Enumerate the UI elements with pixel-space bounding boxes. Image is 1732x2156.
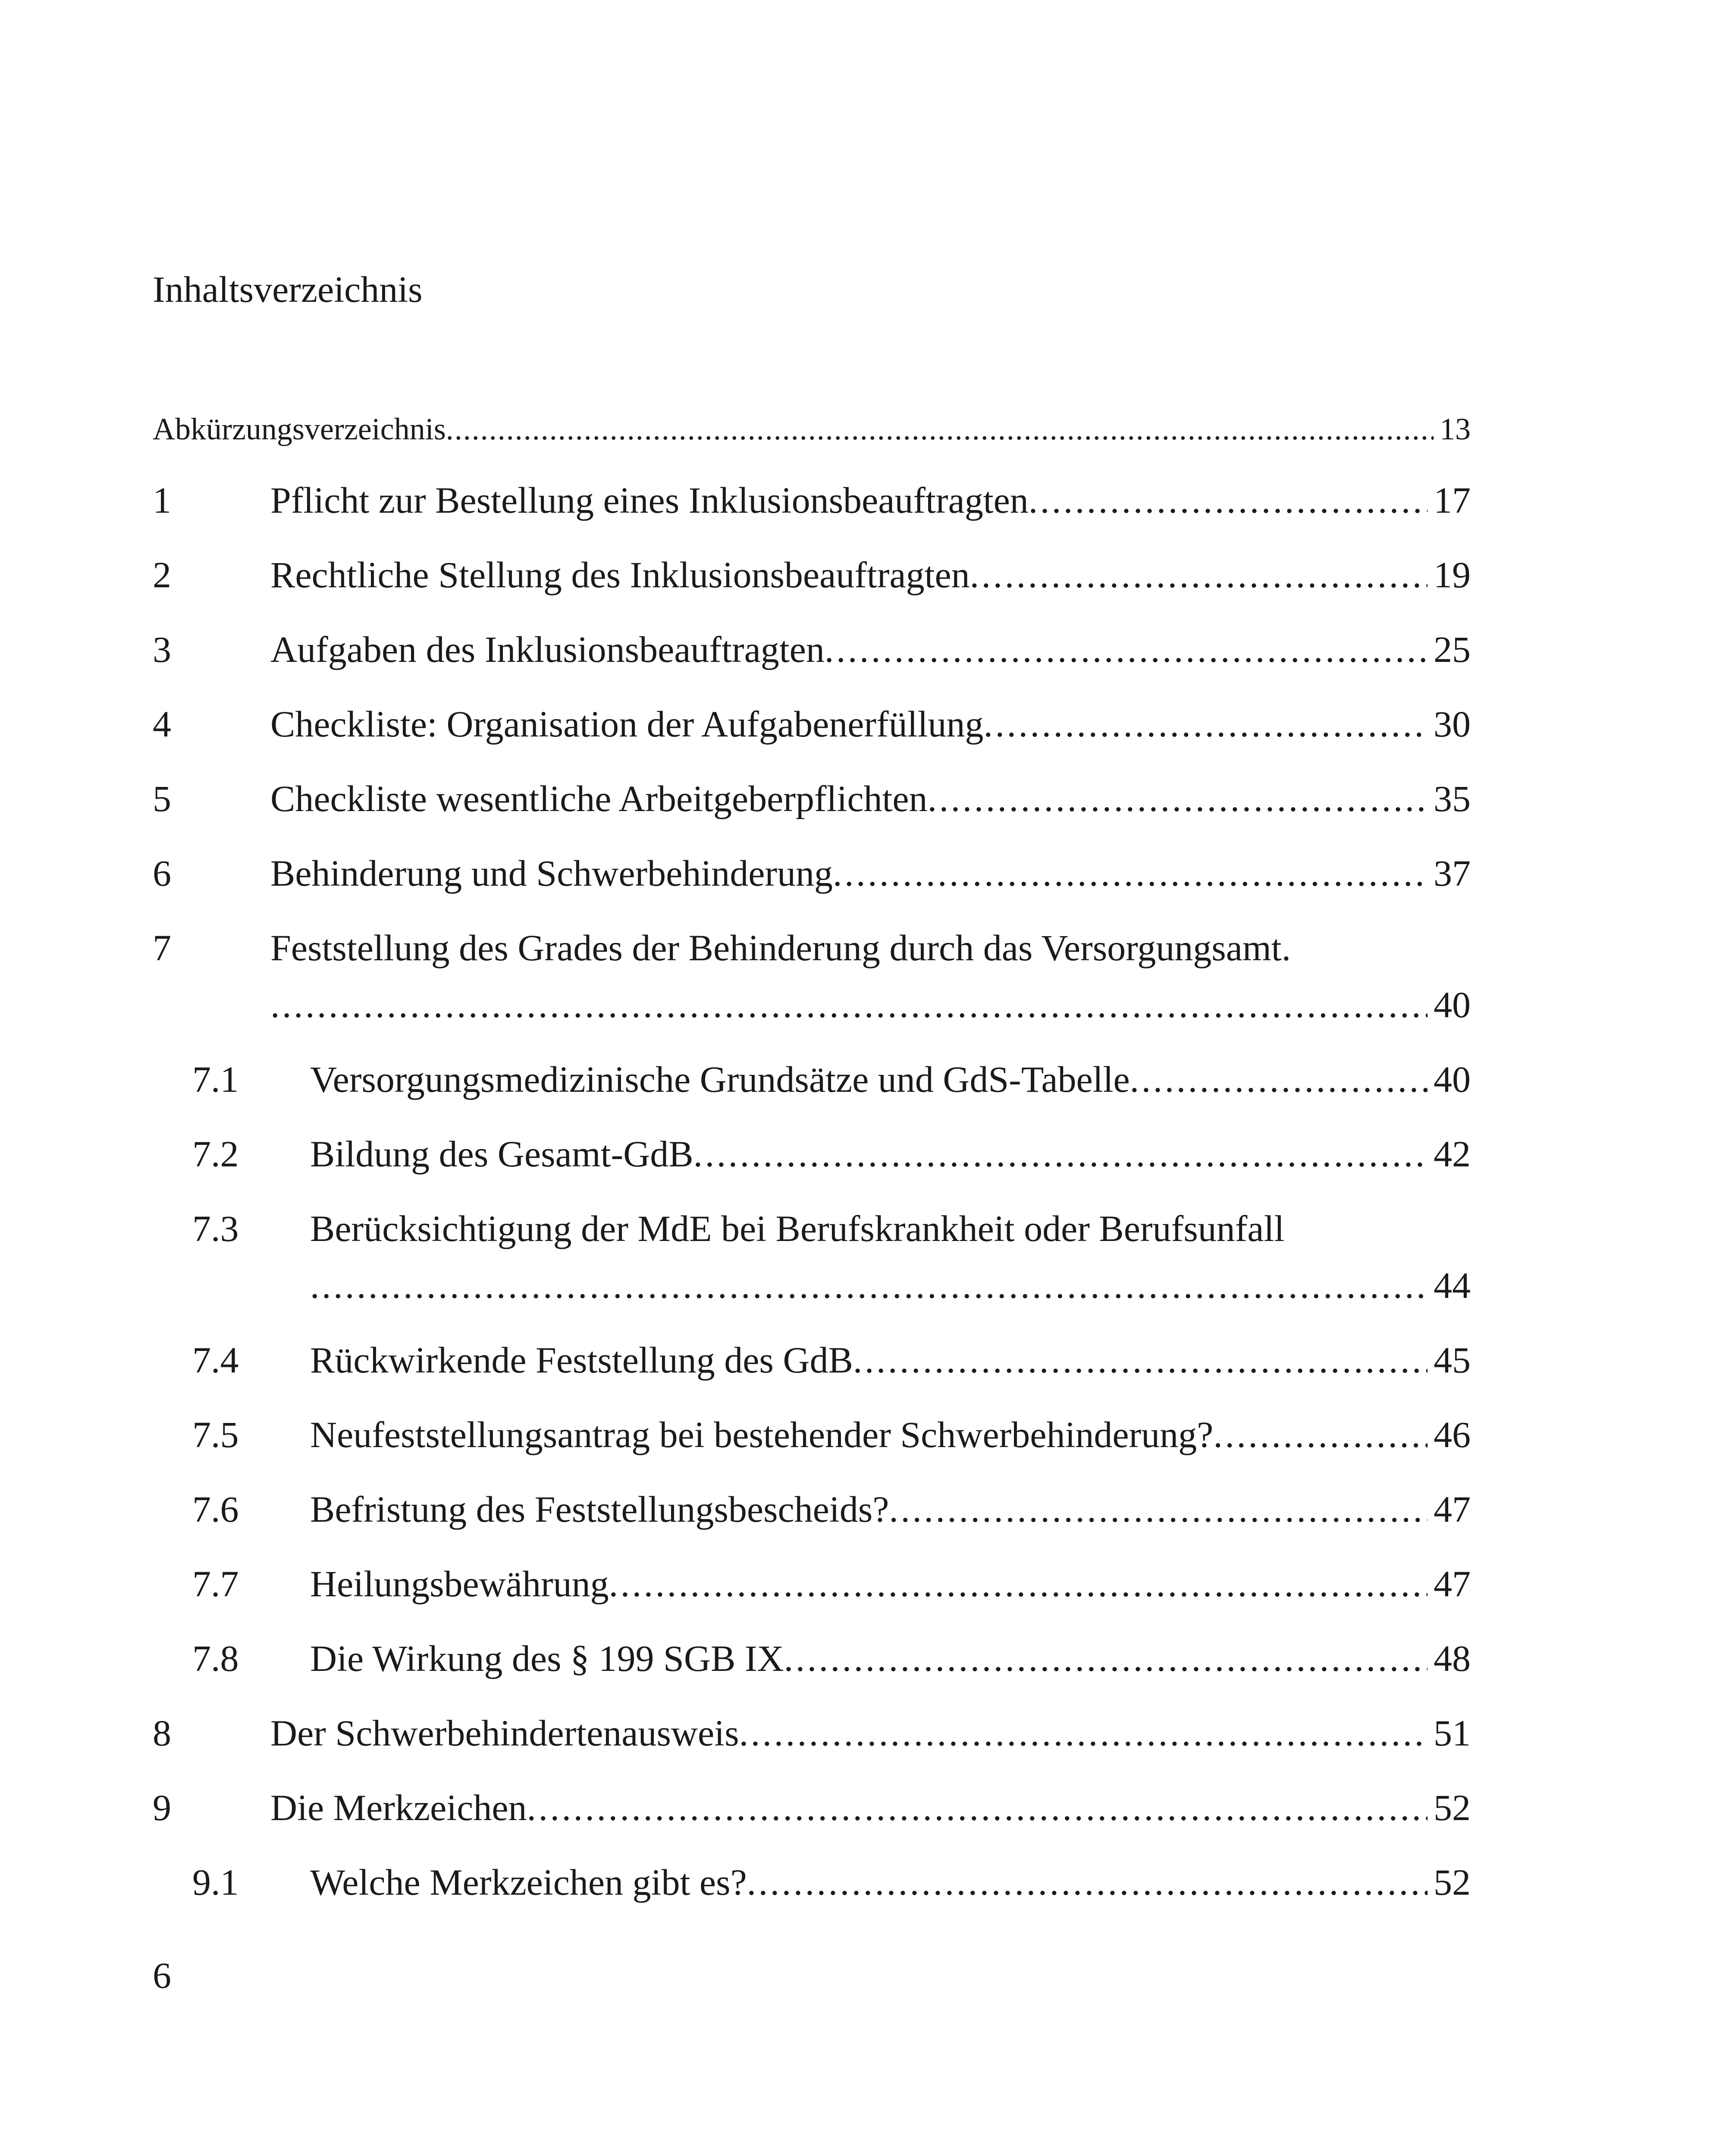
toc-entry-page: 19 xyxy=(1434,554,1471,595)
toc-entry-page: 42 xyxy=(1434,1133,1471,1175)
toc-entry-title: Versorgungsmedizinische Grundsätze und GdS-Tabelle xyxy=(310,1059,1130,1100)
toc-entry-title: Feststellung des Grades der Behinderung durch das Versorgungsamt. xyxy=(270,927,1291,968)
toc-leader-dots xyxy=(527,1782,1428,1833)
toc-entry-title: Bildung des Gesamt-GdB xyxy=(310,1133,693,1175)
toc-leader-dots xyxy=(784,1633,1428,1684)
toc-entry-7-4[interactable] xyxy=(153,1334,1471,1386)
toc-entry-number: 2 xyxy=(153,554,171,595)
toc-entry-3[interactable] xyxy=(153,624,1471,675)
toc-entry-title: Checkliste: Organisation der Aufgabenerfüllung xyxy=(270,703,984,745)
toc-entry-number: 3 xyxy=(153,629,171,670)
toc-entry-7-8[interactable] xyxy=(153,1633,1471,1684)
toc-leader-dots xyxy=(825,624,1428,675)
toc-entry-title: Aufgaben des Inklusionsbeauftragten xyxy=(270,629,825,670)
toc-leader-dots xyxy=(1213,1409,1428,1460)
toc-leader-dots xyxy=(270,979,1428,1031)
toc-leader-dots xyxy=(853,1334,1428,1386)
toc-entry-abkuerzungsverzeichnis[interactable] xyxy=(153,403,1471,455)
toc-entry-page: 47 xyxy=(1434,1563,1471,1604)
toc-entry-title: Checkliste wesentliche Arbeitgeberpflichten xyxy=(270,778,928,819)
toc-entry-page: 44 xyxy=(1434,1265,1471,1306)
toc-entry-title: Abkürzungsverzeichnis xyxy=(153,412,446,446)
toc-entry-page: 52 xyxy=(1434,1787,1471,1828)
toc-entry-7-continuation[interactable] xyxy=(153,979,1471,1031)
toc-entry-number: 8 xyxy=(153,1712,171,1754)
toc-entry-number: 7.8 xyxy=(192,1638,239,1679)
page-title: Inhaltsverzeichnis xyxy=(153,269,423,310)
toc-entry-8[interactable] xyxy=(153,1707,1471,1759)
toc-entry-5[interactable] xyxy=(153,773,1471,824)
toc-entry-number: 7.6 xyxy=(192,1489,239,1530)
toc-leader-dots xyxy=(928,773,1428,824)
toc-leader-dots xyxy=(970,549,1428,601)
toc-entry-7-1[interactable] xyxy=(153,1053,1471,1105)
toc-leader-dots xyxy=(693,1128,1428,1180)
toc-entry-title: Berücksichtigung der MdE bei Berufskrankheit oder Berufsunfall xyxy=(310,1208,1285,1249)
toc-entry-6[interactable] xyxy=(153,847,1471,899)
toc-entry-number: 7.7 xyxy=(192,1563,239,1604)
toc-entry-title: Die Merkzeichen xyxy=(270,1787,527,1828)
toc-entry-7-7[interactable] xyxy=(153,1558,1471,1610)
toc-entry-title: Rechtliche Stellung des Inklusionsbeauftragten xyxy=(270,554,970,595)
toc-entry-page: 51 xyxy=(1434,1712,1471,1754)
toc-entry-7-5[interactable] xyxy=(153,1409,1471,1460)
toc-entry-7-2[interactable] xyxy=(153,1128,1471,1180)
toc-entry-title: Behinderung und Schwerbehinderung xyxy=(270,852,833,894)
toc-entry-number: 9 xyxy=(153,1787,171,1828)
toc-entry-page: 45 xyxy=(1434,1339,1471,1381)
toc-entry-9-1[interactable] xyxy=(153,1856,1471,1908)
toc-leader-dots xyxy=(739,1707,1428,1759)
toc-entry-title: Befristung des Feststellungsbescheids? xyxy=(310,1489,889,1530)
toc-entry-number: 7.1 xyxy=(192,1059,239,1100)
toc-entry-number: 7.5 xyxy=(192,1414,239,1455)
toc-entry-7-6[interactable] xyxy=(153,1483,1471,1535)
toc-entry-title: Pflicht zur Bestellung eines Inklusionsbeauftragten xyxy=(270,479,1029,521)
toc-entry-number: 7.2 xyxy=(192,1133,239,1175)
toc-entry-number: 1 xyxy=(153,479,171,521)
toc-entry-number: 4 xyxy=(153,703,171,745)
toc-entry-page: 37 xyxy=(1434,852,1471,894)
toc-entry-number: 7.3 xyxy=(192,1208,239,1249)
toc-leader-dots xyxy=(310,1260,1428,1311)
toc-entry-title: Rückwirkende Feststellung des GdB xyxy=(310,1339,853,1381)
toc-entry-2[interactable] xyxy=(153,549,1471,601)
toc-leader-dots xyxy=(833,847,1428,899)
toc-leader-dots xyxy=(446,403,1434,455)
toc-leader-dots xyxy=(889,1483,1428,1535)
toc-entry-7-3[interactable] xyxy=(153,1203,1471,1254)
toc-entry-7-3-continuation[interactable] xyxy=(153,1260,1471,1311)
toc-entry-number: 9.1 xyxy=(192,1861,239,1903)
toc-leader-dots xyxy=(1130,1053,1428,1105)
toc-entry-1[interactable] xyxy=(153,474,1471,526)
toc-entry-title: Welche Merkzeichen gibt es? xyxy=(310,1861,747,1903)
toc-entry-page: 48 xyxy=(1434,1638,1471,1679)
toc-entry-page: 40 xyxy=(1434,1059,1471,1100)
toc-entry-page: 13 xyxy=(1440,412,1471,446)
toc-entry-title: Der Schwerbehindertenausweis xyxy=(270,1712,739,1754)
toc-entry-title: Die Wirkung des § 199 SGB IX xyxy=(310,1638,784,1679)
toc-entry-9[interactable] xyxy=(153,1782,1471,1833)
toc-entry-page: 52 xyxy=(1434,1861,1471,1903)
toc-entry-title: Neufeststellungsantrag bei bestehender Schwerbehinderung? xyxy=(310,1414,1214,1455)
page-number: 6 xyxy=(153,1955,171,1996)
toc-entry-page: 46 xyxy=(1434,1414,1471,1455)
toc-entry-page: 35 xyxy=(1434,778,1471,819)
toc-entry-number: 7.4 xyxy=(192,1339,239,1381)
toc-entry-number: 5 xyxy=(153,778,171,819)
toc-leader-dots xyxy=(747,1856,1428,1908)
toc-entry-number: 6 xyxy=(153,852,171,894)
toc-entry-page: 40 xyxy=(1434,984,1471,1025)
toc-entry-page: 25 xyxy=(1434,629,1471,670)
toc-entry-title: Heilungsbewährung xyxy=(310,1563,609,1604)
toc-entry-page: 47 xyxy=(1434,1489,1471,1530)
toc-entry-page: 30 xyxy=(1434,703,1471,745)
toc-entry-4[interactable] xyxy=(153,698,1471,750)
toc-entry-7[interactable] xyxy=(153,922,1471,974)
toc-entry-number: 7 xyxy=(153,927,171,968)
toc-leader-dots xyxy=(983,698,1428,750)
toc-entry-page: 17 xyxy=(1434,479,1471,521)
toc-leader-dots xyxy=(1029,474,1428,526)
toc-leader-dots xyxy=(609,1558,1428,1610)
